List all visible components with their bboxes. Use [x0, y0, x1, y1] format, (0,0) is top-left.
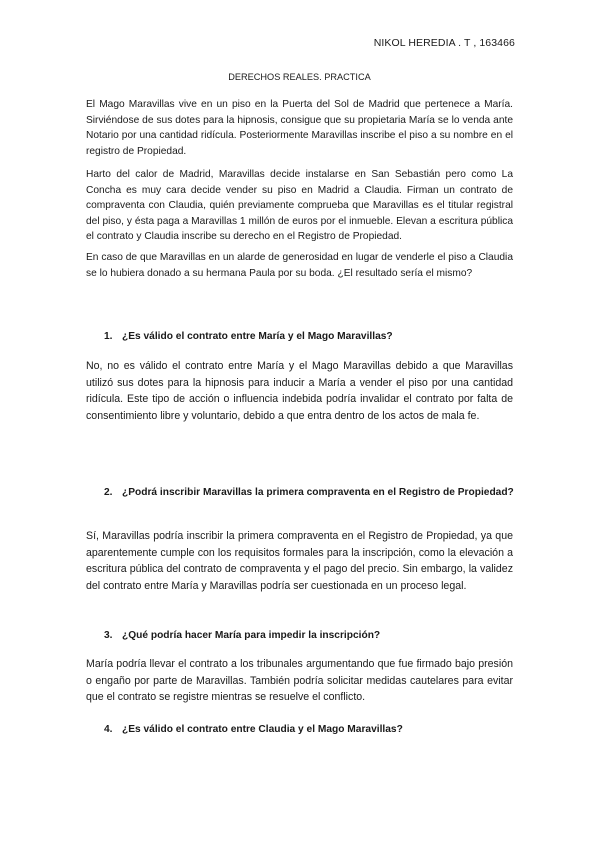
question-2	[104, 486, 514, 501]
question-1	[104, 330, 514, 345]
answer-1: No, no es válido el contrato entre María y el Mago Maravillas debido a que Maravillas utilizó sus dotes para la hipnosis para inducir a María a vender el piso por una cantidad ridícula. Este tipo de acción o influencia indebida podría invalidar el contrato por falta de consentimiento libre y voluntario, debido a que entra dentro de los actos de mala fe.	[86, 360, 513, 422]
question-4	[104, 723, 514, 738]
question-3	[104, 629, 514, 644]
statement-paragraph-3: En caso de que Maravillas en un alarde de generosidad en lugar de venderle el piso a Claudia se lo hubiera donado a su hermana Paula por su boda. ¿El resultado sería el mismo?	[86, 252, 513, 279]
question-text: ¿Podrá inscribir Maravillas la primera compraventa en el Registro de Propiedad?	[122, 487, 514, 498]
question-text: ¿Es válido el contrato entre María y el Mago Maravillas?	[122, 331, 393, 342]
question-number: 1.	[104, 331, 113, 342]
question-text: ¿Qué podría hacer María para impedir la inscripción?	[122, 630, 381, 641]
answer-2: Sí, Maravillas podría inscribir la primera compraventa en el Registro de Propiedad, ya que aparentemente cumple con los requisitos formales para la inscripción, como la elevación a escritura pública del contrato de compraventa y el pago del precio. Sin embargo, la validez del contrato entre María y Maravillas podría ser cuestionada en un proceso legal.	[86, 530, 513, 592]
author-line: NIKOL HEREDIA . T , 163466	[373, 37, 515, 49]
statement-paragraph-2: Harto del calor de Madrid, Maravillas decide instalarse en San Sebastián pero como La Concha es muy cara decide vender su piso en Madrid a Claudia. Firman un contrato de compraventa con Claudia, quién previamente comprueba que Maravillas es el titular registral del piso, y ésta paga a Maravillas 1 millón de euros por el inmueble. Elevan a escritura pública el contrato y Claudia inscribe su derecho en el Registro de Propiedad.	[86, 169, 513, 243]
question-text: ¿Es válido el contrato entre Claudia y el Mago Maravillas?	[122, 724, 403, 735]
question-number: 3.	[104, 630, 113, 641]
answer-3: María podría llevar el contrato a los tribunales argumentando que fue firmado bajo presión o engaño por parte de Maravillas. También podría solicitar medidas cautelares para evitar que el contrato se registre mientras se resuelve el conflicto.	[86, 658, 513, 704]
document-title: DERECHOS REALES. PRACTICA	[228, 72, 371, 82]
statement-paragraph-1: El Mago Maravillas vive en un piso en la Puerta del Sol de Madrid que pertenece a María. Sirviéndose de sus dotes para la hipnosis, consigue que su propietaria María se lo venda ante Notario por una cantidad ridícula. Posteriormente Maravillas inscribe el piso a su nombre en el registro de Propiedad.	[86, 99, 513, 157]
question-number: 2.	[104, 487, 113, 498]
question-number: 4.	[104, 724, 113, 735]
